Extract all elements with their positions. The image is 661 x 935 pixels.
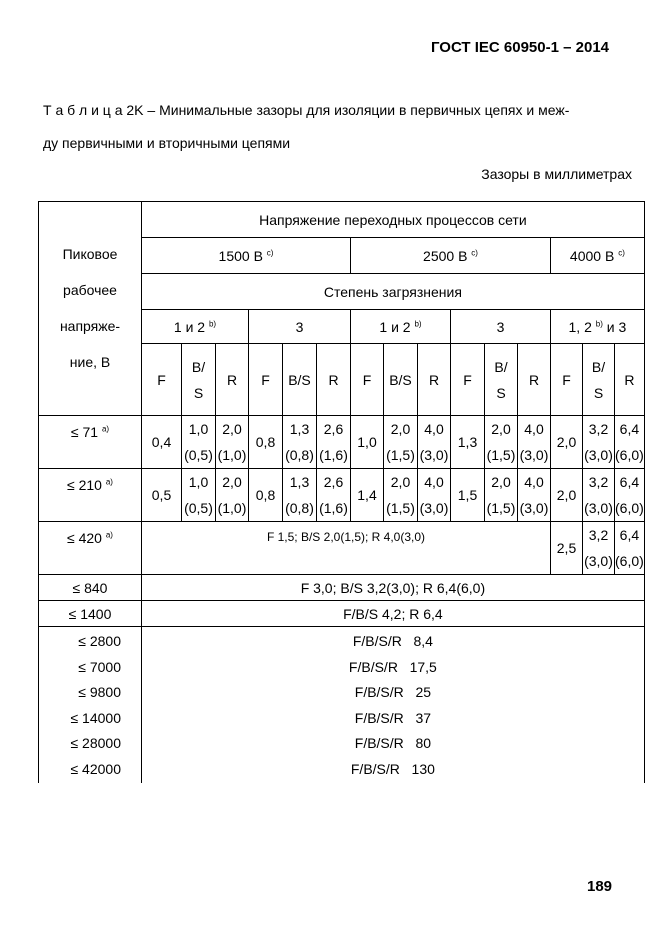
caption-text-continued: ду первичными и вторичными цепями: [43, 135, 291, 151]
table-row: [39, 575, 645, 601]
value-cell: 6,4 (6,0): [615, 469, 645, 522]
row-label: ≤ 210 $^{a)}$: [39, 469, 142, 522]
value-cell: 1,3 (0,8): [283, 469, 317, 522]
value-cell: 3,2 (3,0): [583, 416, 615, 469]
pollution-3-header: 3: [249, 310, 351, 344]
value-cell: 2,6 (1,6): [317, 416, 351, 469]
table-row: [39, 601, 645, 627]
merged-value: F 1,5; B/S 2,0(1,5); R 4,0(3,0): [142, 522, 551, 575]
value-cell: 3,2 (3,0): [583, 469, 615, 522]
row-label: ≤ 420 $^{a)}$: [39, 522, 142, 575]
col-header-bs: B/ S: [485, 344, 518, 416]
value-cell: 6,4 (6,0): [615, 522, 645, 575]
row-value: F/B/S 4,2; R 6,4: [142, 601, 645, 627]
table-row: [39, 627, 645, 783]
value-cell: 2,0 (1,5): [384, 416, 418, 469]
caption-text: 2K – Минимальные зазоры для изоляции в первичных цепях и меж-: [126, 102, 570, 118]
col-header-f: F: [142, 344, 182, 416]
row-label: ≤ 2800: [78, 633, 121, 649]
value-cell: 1,3: [451, 416, 485, 469]
pollution-3-header: 3: [451, 310, 551, 344]
value-cell: 1,4: [351, 469, 384, 522]
col-header-f: F: [451, 344, 485, 416]
table-row: [39, 469, 645, 522]
col-header-f: F: [249, 344, 283, 416]
col-header-r: R: [216, 344, 249, 416]
col-header-bs: B/ S: [583, 344, 615, 416]
value-cell: 2,0 (1,0): [216, 469, 249, 522]
voltage-4000-header: 4000 В $^{c)}$: [551, 238, 645, 274]
pollution-degree-header: Степень загрязнения: [142, 274, 645, 310]
units-note: Зазоры в миллиметрах: [481, 166, 632, 182]
value-cell: 0,5: [142, 469, 182, 522]
col-header-bs: B/S: [283, 344, 317, 416]
caption-label: Т а б л и ц а: [43, 102, 123, 118]
row-value: F/B/S/R 37: [354, 709, 432, 726]
row-value: F/B/S/R 8,4: [352, 633, 433, 649]
col-header-bs: B/ S: [182, 344, 216, 416]
value-cell: 4,0 (3,0): [518, 416, 551, 469]
value-cell: 0,8: [249, 416, 283, 469]
table-caption: [43, 94, 633, 160]
table-row: [39, 416, 645, 469]
voltage-1500-header: 1500 В $^{c)}$: [142, 238, 351, 274]
value-cell: 2,0 (1,5): [485, 469, 518, 522]
value-cell: 2,0: [551, 416, 583, 469]
value-cell: 0,8: [249, 469, 283, 522]
value-cell: 3,2 (3,0): [583, 522, 615, 575]
row-label: ≤ 840: [39, 575, 142, 601]
row-value: F 3,0; B/S 3,2(3,0); R 6,4(6,0): [142, 575, 645, 601]
value-cell: 1,0 (0,5): [182, 469, 216, 522]
row-value: F/B/S/R 130: [350, 760, 435, 777]
clearance-table: [38, 201, 645, 783]
col-header-r: R: [518, 344, 551, 416]
value-cell: 2,0 (1,5): [485, 416, 518, 469]
document-header: ГОСТ IEC 60950-1 – 2014: [430, 39, 609, 56]
pollution-1-2-header: 1 и 2 $^{b)}$: [142, 310, 249, 344]
row-value: F/B/S/R 17,5: [348, 658, 437, 675]
col-header-r: R: [418, 344, 451, 416]
row-value: F/B/S/R 80: [354, 735, 432, 752]
table-row: [39, 522, 645, 575]
row-labels-high-voltage: [39, 627, 142, 783]
pollution-1-2-header: 1 и 2 $^{b)}$: [351, 310, 451, 344]
value-cell: 2,0 (1,5): [384, 469, 418, 522]
row-values-high-voltage: [142, 627, 645, 783]
value-cell: 6,4 (6,0): [615, 416, 645, 469]
row-label: ≤ 9800: [78, 684, 121, 701]
value-cell: 4,0 (3,0): [418, 416, 451, 469]
value-cell: 2,6 (1,6): [317, 469, 351, 522]
col-header-f: F: [351, 344, 384, 416]
col-header-r: R: [615, 344, 645, 416]
transient-voltage-header: Напряжение переходных процессов сети: [142, 202, 645, 238]
value-cell: 1,0 (0,5): [182, 416, 216, 469]
value-cell: 1,0: [351, 416, 384, 469]
col-header-bs: B/S: [384, 344, 418, 416]
row-value: F/B/S/R 25: [354, 684, 432, 701]
pollution-1-2-3-header: 1, 2 $^{b)}$ и 3: [551, 310, 645, 344]
value-cell: 2,0: [551, 469, 583, 522]
value-cell: 1,5: [451, 469, 485, 522]
value-cell: 4,0 (3,0): [418, 469, 451, 522]
peak-voltage-header: Пиковое рабочее напряже- ние, В: [39, 202, 142, 416]
value-cell: 2,5: [551, 522, 583, 575]
row-label: ≤ 28000: [70, 735, 121, 752]
voltage-2500-header: 2500 В $^{c)}$: [351, 238, 551, 274]
value-cell: 4,0 (3,0): [518, 469, 551, 522]
value-cell: 2,0 (1,0): [216, 416, 249, 469]
page-number: 189: [587, 878, 613, 895]
col-header-r: R: [317, 344, 351, 416]
row-label: ≤ 1400: [39, 601, 142, 627]
value-cell: 0,4: [142, 416, 182, 469]
row-label: ≤ 14000: [70, 709, 121, 726]
value-cell: 1,3 (0,8): [283, 416, 317, 469]
row-label: ≤ 7000: [78, 658, 121, 675]
row-label: ≤ 42000: [70, 760, 121, 777]
row-label: ≤ 71 $^{a)}$: [39, 416, 142, 469]
col-header-f: F: [551, 344, 583, 416]
